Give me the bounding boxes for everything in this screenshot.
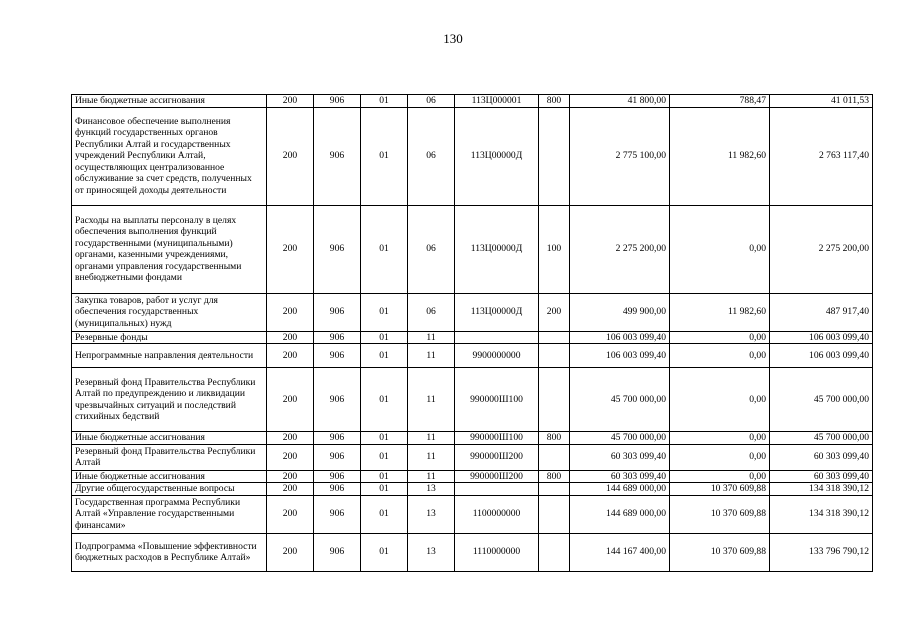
cell-subsection: 11 (408, 344, 455, 368)
cell-target-article: 990000Ш200 (455, 470, 539, 483)
table-row (72, 533, 873, 571)
cell-target-article: 1100000000 (455, 495, 539, 533)
cell-name: Подпрограмма «Повышение эффективности бюджетных расходов в Республике Алтай» (72, 533, 267, 571)
cell-target-article: 990000Ш200 (455, 444, 539, 470)
cell-name: Государственная программа Республики Алтай «Управление государственными финансами» (72, 495, 267, 533)
cell-subsection: 11 (408, 470, 455, 483)
cell-approved-amount: 60 303 099,40 (570, 444, 670, 470)
cell-target-article (455, 331, 539, 344)
cell-total-amount: 41 011,53 (770, 95, 873, 108)
cell-change-amount: 10 370 609,88 (670, 483, 770, 496)
table-row (72, 344, 873, 368)
cell-target-article: 113Ц000001 (455, 95, 539, 108)
cell-approved-amount: 45 700 000,00 (570, 368, 670, 432)
cell-expense-type (539, 368, 570, 432)
cell-expense-type: 800 (539, 95, 570, 108)
cell-approved-amount: 41 800,00 (570, 95, 670, 108)
cell-total-amount: 60 303 099,40 (770, 470, 873, 483)
cell-subsection: 06 (408, 107, 455, 205)
table-row (72, 205, 873, 293)
table-row (72, 483, 873, 496)
cell-section: 01 (361, 533, 408, 571)
cell-section: 01 (361, 107, 408, 205)
cell-expense-type: 100 (539, 205, 570, 293)
cell-admin-code: 200 (267, 495, 314, 533)
table-row (72, 432, 873, 445)
cell-admin-code: 200 (267, 432, 314, 445)
cell-change-amount: 0,00 (670, 331, 770, 344)
cell-approved-amount: 106 003 099,40 (570, 331, 670, 344)
cell-name: Иные бюджетные ассигнования (72, 432, 267, 445)
cell-ministry-code: 906 (314, 533, 361, 571)
cell-approved-amount: 2 275 200,00 (570, 205, 670, 293)
table-row (72, 331, 873, 344)
cell-total-amount: 106 003 099,40 (770, 331, 873, 344)
cell-change-amount: 11 982,60 (670, 107, 770, 205)
cell-expense-type (539, 533, 570, 571)
cell-change-amount: 0,00 (670, 205, 770, 293)
cell-section: 01 (361, 483, 408, 496)
cell-expense-type: 800 (539, 470, 570, 483)
table-row (72, 470, 873, 483)
cell-admin-code: 200 (267, 95, 314, 108)
cell-change-amount: 10 370 609,88 (670, 495, 770, 533)
cell-change-amount: 0,00 (670, 344, 770, 368)
cell-target-article: 9900000000 (455, 344, 539, 368)
cell-target-article: 990000Ш100 (455, 368, 539, 432)
cell-name: Непрограммные направления деятельности (72, 344, 267, 368)
cell-change-amount: 10 370 609,88 (670, 533, 770, 571)
cell-ministry-code: 906 (314, 293, 361, 331)
cell-expense-type (539, 107, 570, 205)
cell-change-amount: 788,47 (670, 95, 770, 108)
cell-section: 01 (361, 331, 408, 344)
cell-expense-type (539, 483, 570, 496)
table-row (72, 368, 873, 432)
cell-target-article: 113Ц00000Д (455, 205, 539, 293)
cell-section: 01 (361, 470, 408, 483)
cell-section: 01 (361, 344, 408, 368)
cell-subsection: 06 (408, 205, 455, 293)
cell-ministry-code: 906 (314, 495, 361, 533)
cell-subsection: 13 (408, 495, 455, 533)
cell-approved-amount: 144 689 000,00 (570, 495, 670, 533)
cell-approved-amount: 106 003 099,40 (570, 344, 670, 368)
cell-total-amount: 45 700 000,00 (770, 432, 873, 445)
cell-approved-amount: 499 900,00 (570, 293, 670, 331)
cell-change-amount: 0,00 (670, 444, 770, 470)
cell-section: 01 (361, 205, 408, 293)
cell-admin-code: 200 (267, 107, 314, 205)
cell-total-amount: 134 318 390,12 (770, 483, 873, 496)
cell-approved-amount: 60 303 099,40 (570, 470, 670, 483)
cell-name: Резервные фонды (72, 331, 267, 344)
cell-ministry-code: 906 (314, 483, 361, 496)
cell-section: 01 (361, 95, 408, 108)
cell-admin-code: 200 (267, 444, 314, 470)
cell-ministry-code: 906 (314, 432, 361, 445)
cell-ministry-code: 906 (314, 95, 361, 108)
cell-section: 01 (361, 293, 408, 331)
cell-name: Иные бюджетные ассигнования (72, 470, 267, 483)
cell-admin-code: 200 (267, 470, 314, 483)
cell-change-amount: 11 982,60 (670, 293, 770, 331)
cell-total-amount: 2 763 117,40 (770, 107, 873, 205)
cell-expense-type: 800 (539, 432, 570, 445)
cell-approved-amount: 144 689 000,00 (570, 483, 670, 496)
cell-total-amount: 2 275 200,00 (770, 205, 873, 293)
cell-target-article: 990000Ш100 (455, 432, 539, 445)
table-row (72, 293, 873, 331)
cell-ministry-code: 906 (314, 444, 361, 470)
cell-section: 01 (361, 495, 408, 533)
cell-total-amount: 45 700 000,00 (770, 368, 873, 432)
cell-ministry-code: 906 (314, 470, 361, 483)
cell-section: 01 (361, 444, 408, 470)
cell-name: Иные бюджетные ассигнования (72, 95, 267, 108)
cell-name: Расходы на выплаты персоналу в целях обеспечения выполнения функций государственными (муниципальными) органами, казенными учреждениями, органами управления государственными внебюджетными фондами (72, 205, 267, 293)
cell-admin-code: 200 (267, 483, 314, 496)
cell-admin-code: 200 (267, 344, 314, 368)
table-row (72, 107, 873, 205)
table-row (72, 444, 873, 470)
cell-ministry-code: 906 (314, 107, 361, 205)
cell-subsection: 06 (408, 293, 455, 331)
cell-ministry-code: 906 (314, 344, 361, 368)
cell-ministry-code: 906 (314, 368, 361, 432)
cell-ministry-code: 906 (314, 331, 361, 344)
cell-total-amount: 133 796 790,12 (770, 533, 873, 571)
cell-admin-code: 200 (267, 331, 314, 344)
cell-subsection: 13 (408, 533, 455, 571)
cell-admin-code: 200 (267, 368, 314, 432)
cell-admin-code: 200 (267, 205, 314, 293)
cell-expense-type (539, 495, 570, 533)
cell-section: 01 (361, 432, 408, 445)
cell-target-article: 113Ц00000Д (455, 293, 539, 331)
page-number: 130 (443, 31, 463, 46)
cell-name: Резервный фонд Правительства Республики Алтай по предупреждению и ликвидации чрезвычайных ситуаций и последствий стихийных бедствий (72, 368, 267, 432)
cell-total-amount: 60 303 099,40 (770, 444, 873, 470)
cell-admin-code: 200 (267, 293, 314, 331)
cell-name: Закупка товаров, работ и услуг для обеспечения государственных (муниципальных) нужд (72, 293, 267, 331)
cell-change-amount: 0,00 (670, 470, 770, 483)
cell-ministry-code: 906 (314, 205, 361, 293)
cell-target-article (455, 483, 539, 496)
cell-total-amount: 134 318 390,12 (770, 495, 873, 533)
cell-subsection: 11 (408, 368, 455, 432)
cell-subsection: 11 (408, 444, 455, 470)
cell-subsection: 11 (408, 331, 455, 344)
cell-subsection: 11 (408, 432, 455, 445)
cell-approved-amount: 144 167 400,00 (570, 533, 670, 571)
table-row (72, 495, 873, 533)
cell-expense-type (539, 331, 570, 344)
cell-change-amount: 0,00 (670, 432, 770, 445)
cell-subsection: 13 (408, 483, 455, 496)
cell-total-amount: 106 003 099,40 (770, 344, 873, 368)
cell-expense-type (539, 344, 570, 368)
budget-table (71, 94, 873, 572)
cell-name: Финансовое обеспечение выполнения функций государственных органов Республики Алтай и государственных учреждений Республики Алтай, осуществляющих централизованное обслуживание за счет средств, полученных от приносящей доходы деятельности (72, 107, 267, 205)
cell-approved-amount: 2 775 100,00 (570, 107, 670, 205)
cell-target-article: 113Ц00000Д (455, 107, 539, 205)
cell-name: Резервный фонд Правительства Республики Алтай (72, 444, 267, 470)
cell-subsection: 06 (408, 95, 455, 108)
cell-name: Другие общегосударственные вопросы (72, 483, 267, 496)
cell-section: 01 (361, 368, 408, 432)
cell-expense-type (539, 444, 570, 470)
cell-target-article: 1110000000 (455, 533, 539, 571)
cell-change-amount: 0,00 (670, 368, 770, 432)
cell-approved-amount: 45 700 000,00 (570, 432, 670, 445)
table-row (72, 95, 873, 108)
cell-admin-code: 200 (267, 533, 314, 571)
cell-total-amount: 487 917,40 (770, 293, 873, 331)
cell-expense-type: 200 (539, 293, 570, 331)
